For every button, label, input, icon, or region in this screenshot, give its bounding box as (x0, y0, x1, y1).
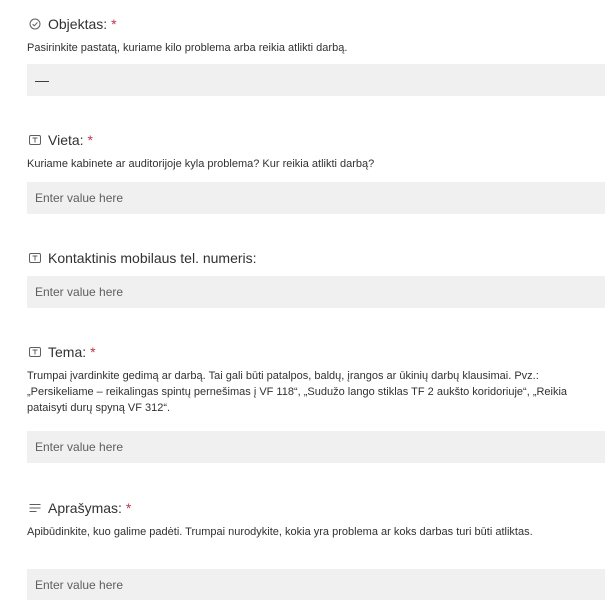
field-kontaktinis-label-row (27, 248, 605, 268)
field-aprasymas-description: Apibūdinkite, kuo galime padėti. Trumpai nurodykite, kokia yra problema ar koks darbas turi būti atliktas. (27, 526, 533, 538)
field-objektas-label-row (27, 14, 605, 34)
field-tema-label-row (27, 342, 605, 362)
aprasymas-input[interactable]: Enter value here (27, 569, 605, 600)
required-marker: * (90, 344, 96, 360)
field-tema-description: Trumpai įvardinkite gedimą ar darbą. Tai gali būti patalpos, baldų, įrangos ar ūkinių darbų klausimai. Pvz.: „Persikeliame – reikalingas spintų pernešimas į VF 118“, „Sudužo lango stiklas TF 2 aukšto koridoriuje“, „Reikia pataisyti durų spyną VF 312“. (27, 370, 568, 414)
text-field-icon (27, 344, 43, 360)
field-aprasymas (27, 498, 605, 600)
field-tema-label: Tema: (48, 344, 87, 360)
text-field-icon (27, 250, 43, 266)
objektas-select[interactable]: — (27, 64, 605, 96)
field-tema (27, 342, 605, 466)
required-marker: * (87, 132, 93, 148)
field-kontaktinis-label: Kontaktinis mobilaus tel. numeris: (48, 250, 257, 266)
field-objektas-label: Objektas: (48, 16, 108, 32)
field-vieta-label-row (27, 130, 605, 150)
required-marker: * (125, 500, 132, 516)
field-aprasymas-label: Aprašymas: (48, 500, 122, 516)
vieta-input[interactable]: Enter value here (27, 182, 605, 214)
phone-input[interactable]: Enter value here (27, 276, 605, 308)
required-marker: * (111, 16, 117, 32)
field-objektas-description: Pasirinkite pastatą, kuriame kilo problema arba reikia atlikti darbą. (27, 42, 348, 54)
text-field-icon (27, 132, 43, 148)
field-objektas (27, 14, 605, 96)
field-kontaktinis (27, 248, 605, 310)
checkmark-circle-icon (27, 16, 43, 32)
field-vieta (27, 130, 605, 216)
multiline-text-icon (27, 500, 43, 516)
field-vieta-label: Vieta: (48, 132, 84, 148)
field-vieta-description: Kuriame kabinete ar auditorijoje kyla problema? Kur reikia atlikti darbą? (27, 158, 375, 170)
field-aprasymas-label-row (27, 498, 605, 518)
tema-input[interactable]: Enter value here (27, 431, 605, 463)
